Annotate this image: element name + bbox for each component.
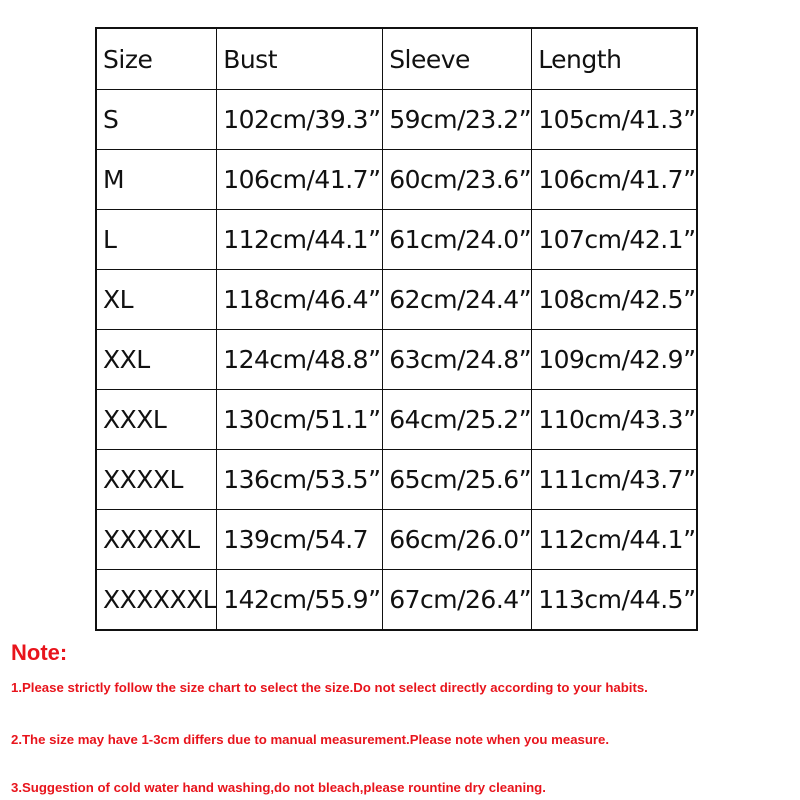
table-row	[96, 270, 697, 330]
header-size: Size	[96, 28, 217, 90]
cell-length: 108cm/42.5”	[532, 270, 697, 330]
cell-sleeve: 66cm/26.0”	[383, 510, 532, 570]
header-sleeve: Sleeve	[383, 28, 532, 90]
table-row	[96, 570, 697, 631]
cell-bust: 112cm/44.1”	[217, 210, 383, 270]
note-line-2: 2.The size may have 1-3cm differs due to manual measurement.Please note when you measure.	[11, 732, 610, 747]
table-header-row	[96, 28, 697, 90]
cell-size: XL	[96, 270, 217, 330]
cell-sleeve: 61cm/24.0”	[383, 210, 532, 270]
table-row	[96, 450, 697, 510]
cell-sleeve: 62cm/24.4”	[383, 270, 532, 330]
header-length: Length	[532, 28, 697, 90]
cell-sleeve: 63cm/24.8”	[383, 330, 532, 390]
cell-bust: 130cm/51.1”	[217, 390, 383, 450]
table-row	[96, 390, 697, 450]
table-row	[96, 90, 697, 150]
cell-length: 109cm/42.9”	[532, 330, 697, 390]
cell-bust: 118cm/46.4”	[217, 270, 383, 330]
cell-length: 107cm/42.1”	[532, 210, 697, 270]
cell-length: 110cm/43.3”	[532, 390, 697, 450]
cell-size: L	[96, 210, 217, 270]
cell-length: 112cm/44.1”	[532, 510, 697, 570]
cell-size: XXXXL	[96, 450, 217, 510]
cell-length: 113cm/44.5”	[532, 570, 697, 631]
cell-sleeve: 60cm/23.6”	[383, 150, 532, 210]
size-chart-table	[95, 27, 698, 631]
table-row	[96, 150, 697, 210]
note-heading: Note:	[11, 640, 68, 665]
cell-size: M	[96, 150, 217, 210]
cell-bust: 102cm/39.3”	[217, 90, 383, 150]
cell-bust: 106cm/41.7”	[217, 150, 383, 210]
table-row	[96, 510, 697, 570]
cell-length: 106cm/41.7”	[532, 150, 697, 210]
cell-bust: 124cm/48.8”	[217, 330, 383, 390]
cell-length: 111cm/43.7”	[532, 450, 697, 510]
header-bust: Bust	[217, 28, 383, 90]
cell-size: S	[96, 90, 217, 150]
cell-sleeve: 59cm/23.2”	[383, 90, 532, 150]
cell-size: XXXL	[96, 390, 217, 450]
table-row	[96, 330, 697, 390]
cell-bust: 136cm/53.5”	[217, 450, 383, 510]
cell-length: 105cm/41.3”	[532, 90, 697, 150]
cell-bust: 142cm/55.9”	[217, 570, 383, 631]
cell-size: XXXXXL	[96, 510, 217, 570]
cell-sleeve: 67cm/26.4”	[383, 570, 532, 631]
table-row	[96, 210, 697, 270]
note-line-1: 1.Please strictly follow the size chart to select the size.Do not select directly according to your habits.	[11, 680, 648, 695]
cell-bust: 139cm/54.7	[217, 510, 383, 570]
cell-size: XXXXXXL	[96, 570, 217, 631]
cell-size: XXL	[96, 330, 217, 390]
cell-sleeve: 64cm/25.2”	[383, 390, 532, 450]
note-line-3: 3.Suggestion of cold water hand washing,do not bleach,please rountine dry cleaning.	[11, 780, 546, 795]
cell-sleeve: 65cm/25.6”	[383, 450, 532, 510]
